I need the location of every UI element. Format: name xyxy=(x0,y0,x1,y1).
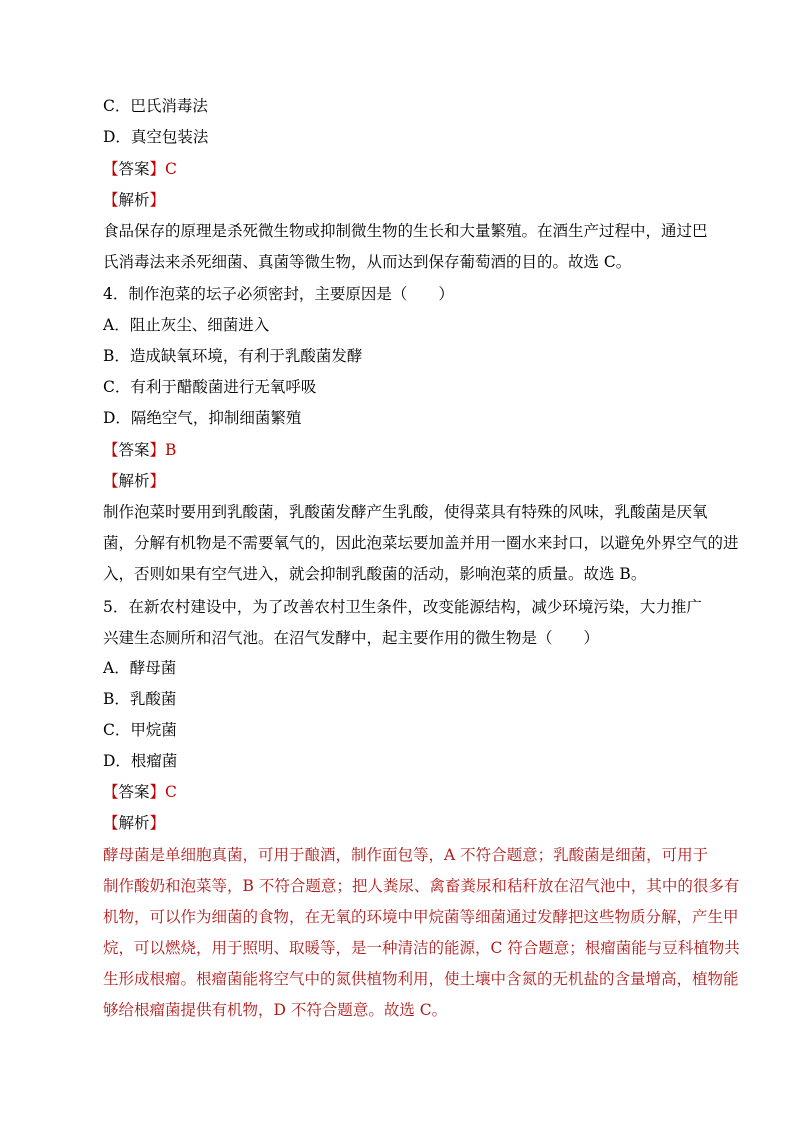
q4-answer-label: 答案 xyxy=(118,441,150,459)
q5-analysis-line: 制作酸奶和泡菜等，B 不符合题意；把人粪尿、禽畜粪尿和秸秆放在沼气池中，其中的很多有 xyxy=(103,877,740,895)
q5-option-d: D．根瘤菌 xyxy=(103,752,178,770)
q5-stem-line: 5．在新农村建设中，为了改善农村卫生条件，改变能源结构，减少环境污染，大力推广 xyxy=(103,598,702,616)
close-bracket: 】 xyxy=(149,783,166,801)
open-bracket: 【 xyxy=(103,160,119,178)
q5-stem-line: 兴建生态厕所和沼气池。在沼气发酵中，起主要作用的微生物是（ ） xyxy=(103,629,600,647)
q5-option-b: B．乳酸菌 xyxy=(103,690,177,708)
q3-option-c: C．巴氏消毒法 xyxy=(103,97,208,115)
q4-option-c: C．有利于醋酸菌进行无氧呼吸 xyxy=(103,378,317,396)
close-bracket: 】 xyxy=(149,160,166,178)
q3-answer xyxy=(103,159,177,179)
q4-analysis-line: 入，否则如果有空气进入，就会抑制乳酸菌的活动，影响泡菜的质量。故选 B。 xyxy=(103,565,647,583)
q5-analysis-label: 解析 xyxy=(118,814,150,832)
q4-option-a: A．阻止灰尘、细菌进入 xyxy=(103,316,270,334)
q4-option-d: D．隔绝空气，抑制细菌繁殖 xyxy=(103,409,302,427)
q5-analysis-line: 酵母菌是单细胞真菌，可用于酿酒，制作面包等，A 不符合题意；乳酸菌是细菌，可用于 xyxy=(103,846,709,864)
q4-analysis-heading xyxy=(103,471,165,491)
open-bracket: 【 xyxy=(103,191,119,209)
q4-answer xyxy=(103,440,176,460)
q4-option-b: B．造成缺氧环境，有利于乳酸菌发酵 xyxy=(103,347,363,365)
q3-analysis-text xyxy=(103,216,723,278)
q4-answer-value: B xyxy=(165,441,177,459)
open-bracket: 【 xyxy=(103,814,119,832)
q5-analysis-heading xyxy=(103,813,165,833)
q3-analysis-line: 氏消毒法来杀死细菌、真菌等微生物，从而达到保存葡萄酒的目的。故选 C。 xyxy=(103,253,632,271)
q5-option-c: C．甲烷菌 xyxy=(103,721,177,739)
open-bracket: 【 xyxy=(103,441,119,459)
q3-option-d: D．真空包装法 xyxy=(103,128,209,146)
close-bracket: 】 xyxy=(149,191,166,209)
q5-analysis-line: 机物，可以作为细菌的食物，在无氧的环境中甲烷菌等细菌通过发酵把这些物质分解，产生甲 xyxy=(103,908,739,926)
q5-option-a: A．酵母菌 xyxy=(103,659,177,677)
q3-answer-value: C xyxy=(165,160,177,178)
q4-stem: 4．制作泡菜的坛子必须密封，主要原因是（ ） xyxy=(103,285,454,303)
q4-analysis-text xyxy=(103,497,739,590)
q5-answer-label: 答案 xyxy=(118,783,150,801)
q3-analysis-heading xyxy=(103,190,165,210)
q3-analysis-line: 食品保存的原理是杀死微生物或抑制微生物的生长和大量繁殖。在酒生产过程中，通过巴 xyxy=(103,222,708,240)
q3-analysis-label: 解析 xyxy=(118,191,150,209)
close-bracket: 】 xyxy=(149,472,166,490)
q4-analysis-line: 制作泡菜时要用到乳酸菌，乳酸菌发酵产生乳酸，使得菜具有特殊的风味，乳酸菌是厌氧 xyxy=(103,503,708,521)
open-bracket: 【 xyxy=(103,783,119,801)
q5-analysis-line: 生形成根瘤。根瘤菌能将空气中的氮供植物利用，使土壤中含氮的无机盐的含量增高，植物能 xyxy=(103,970,739,988)
q5-answer-value: C xyxy=(165,783,177,801)
q4-analysis-label: 解析 xyxy=(118,472,150,490)
close-bracket: 】 xyxy=(149,814,166,832)
q5-analysis-line: 够给根瘤菌提供有机物，D 不符合题意。故选 C。 xyxy=(103,1001,448,1019)
close-bracket: 】 xyxy=(149,441,166,459)
open-bracket: 【 xyxy=(103,472,119,490)
q3-answer-label: 答案 xyxy=(118,160,150,178)
q4-analysis-line: 菌，分解有机物是不需要氧气的，因此泡菜坛要加盖并用一圈水来封口，以避免外界空气的进 xyxy=(103,534,739,552)
q5-analysis-text xyxy=(103,840,740,1026)
q5-stem xyxy=(103,592,723,654)
q5-analysis-line: 烷，可以燃烧，用于照明、取暖等，是一种清洁的能源，C 符合题意；根瘤菌能与豆科植物共 xyxy=(103,939,740,957)
q5-answer xyxy=(103,782,177,802)
